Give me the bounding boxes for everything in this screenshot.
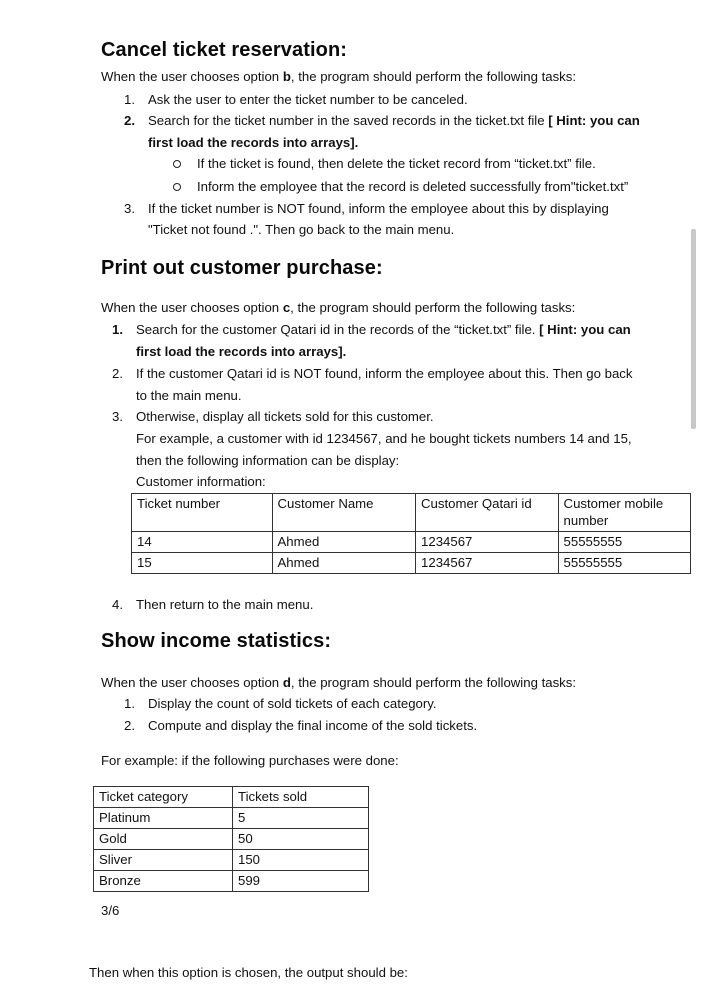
table-row <box>94 829 369 850</box>
scrollbar-thumb[interactable] <box>691 229 696 429</box>
table-header-cell: Tickets sold <box>233 787 369 808</box>
table-cell: Sliver <box>94 850 233 871</box>
table-cell: Bronze <box>94 871 233 892</box>
income-step-1: Display the count of sold tickets of each category. <box>148 696 437 711</box>
circle-bullet-icon <box>173 183 181 191</box>
table-cell: 1234567 <box>416 553 559 574</box>
circle-bullet-icon <box>173 160 181 168</box>
print-intro-option: c <box>282 300 291 315</box>
table-cell: Gold <box>94 829 233 850</box>
table-header-row <box>132 494 691 532</box>
income-intro-pre: When the user chooses option <box>101 675 283 690</box>
income-intro-option: d <box>282 675 291 690</box>
table-header-cell: Customer Name <box>272 494 416 532</box>
table-row <box>132 553 691 574</box>
table-row <box>132 532 691 553</box>
cancel-step-2-number: 2. <box>124 113 135 128</box>
table-cell: 50 <box>233 829 369 850</box>
table-cell: 599 <box>233 871 369 892</box>
print-intro-pre: When the user chooses option <box>101 300 283 315</box>
income-step-1-number: 1. <box>124 696 135 711</box>
table-row <box>94 871 369 892</box>
customer-table-caption: Customer information: <box>136 474 266 489</box>
cancel-step-2-text: Search for the ticket number in the saved records in the ticket.txt file <box>148 113 549 128</box>
table-row <box>94 808 369 829</box>
print-step-4-number: 4. <box>112 597 123 612</box>
income-example: For example: if the following purchases were done: <box>101 753 399 768</box>
ticket-category-table <box>93 786 369 892</box>
print-example-line2: then the following information can be display: <box>136 453 400 468</box>
print-step-2-line2: to the main menu. <box>136 388 242 403</box>
cancel-step-3-number: 3. <box>124 201 135 216</box>
table-cell: 14 <box>132 532 273 553</box>
income-intro-post: , the program should perform the following tasks: <box>290 675 577 690</box>
customer-info-table <box>131 493 691 574</box>
cancel-bullet-2: Inform the employee that the record is deleted successfully from"ticket.txt” <box>197 179 629 194</box>
print-step-2-number: 2. <box>112 366 123 381</box>
print-step-3: Otherwise, display all tickets sold for this customer. <box>136 409 434 424</box>
next-page-text: Then when this option is chosen, the output should be: <box>89 965 408 980</box>
cancel-step-1-number: 1. <box>124 92 135 107</box>
table-cell: 15 <box>132 553 273 574</box>
table-header-cell: Customer Qatari id <box>416 494 559 532</box>
table-cell: Ahmed <box>272 553 416 574</box>
print-step-1-hint-a: [ Hint: you can <box>539 322 631 337</box>
cancel-intro-post: , the program should perform the following tasks: <box>290 69 577 84</box>
print-intro <box>101 300 575 316</box>
cancel-step-3-line1: If the ticket number is NOT found, inform the employee about this by displaying <box>148 201 609 216</box>
table-cell: 5 <box>233 808 369 829</box>
print-step-3-number: 3. <box>112 409 123 424</box>
heading-income-stats: Show income statistics: <box>101 630 332 652</box>
table-header-cell: Ticket number <box>132 494 273 532</box>
cancel-step-2-hint-a: [ Hint: you can <box>548 113 640 128</box>
income-step-2-number: 2. <box>124 718 135 733</box>
table-cell: 1234567 <box>416 532 559 553</box>
income-intro <box>101 675 576 691</box>
cancel-intro-option: b <box>282 69 291 84</box>
print-step-1-number: 1. <box>112 322 123 337</box>
print-step-1-text: Search for the customer Qatari id in the records of the “ticket.txt” file. <box>136 322 540 337</box>
print-intro-post: , the program should perform the following tasks: <box>290 300 576 315</box>
print-step-2-line1: If the customer Qatari id is NOT found, inform the employee about this. Then go back <box>136 366 633 381</box>
table-header-cell: Ticket category <box>94 787 233 808</box>
table-cell: 55555555 <box>558 532 690 553</box>
cancel-intro <box>101 69 576 85</box>
table-header-row <box>94 787 369 808</box>
table-row <box>94 850 369 871</box>
cancel-step-3-line2: "Ticket not found .". Then go back to the main menu. <box>148 222 455 237</box>
print-step-1-line1 <box>136 322 631 338</box>
cancel-bullet-1: If the ticket is found, then delete the ticket record from “ticket.txt” file. <box>197 156 596 171</box>
table-cell: 55555555 <box>558 553 690 574</box>
print-step-1-hint-b: first load the records into arrays]. <box>136 344 347 359</box>
heading-print-purchase: Print out customer purchase: <box>101 257 383 279</box>
print-step-4: Then return to the main menu. <box>136 597 314 612</box>
page-number: 3/6 <box>101 903 120 918</box>
table-header-cell: Customer mobile number <box>558 494 690 532</box>
heading-cancel-ticket: Cancel ticket reservation: <box>101 39 348 61</box>
table-cell: 150 <box>233 850 369 871</box>
cancel-step-2-hint-b: first load the records into arrays]. <box>148 135 359 150</box>
cancel-step-1: Ask the user to enter the ticket number to be canceled. <box>148 92 468 107</box>
cancel-step-2-line1 <box>148 113 640 129</box>
income-step-2: Compute and display the final income of the sold tickets. <box>148 718 478 733</box>
table-cell: Ahmed <box>272 532 416 553</box>
cancel-intro-pre: When the user chooses option <box>101 69 283 84</box>
print-example-line1: For example, a customer with id 1234567, and he bought tickets numbers 14 and 15, <box>136 431 632 446</box>
table-cell: Platinum <box>94 808 233 829</box>
